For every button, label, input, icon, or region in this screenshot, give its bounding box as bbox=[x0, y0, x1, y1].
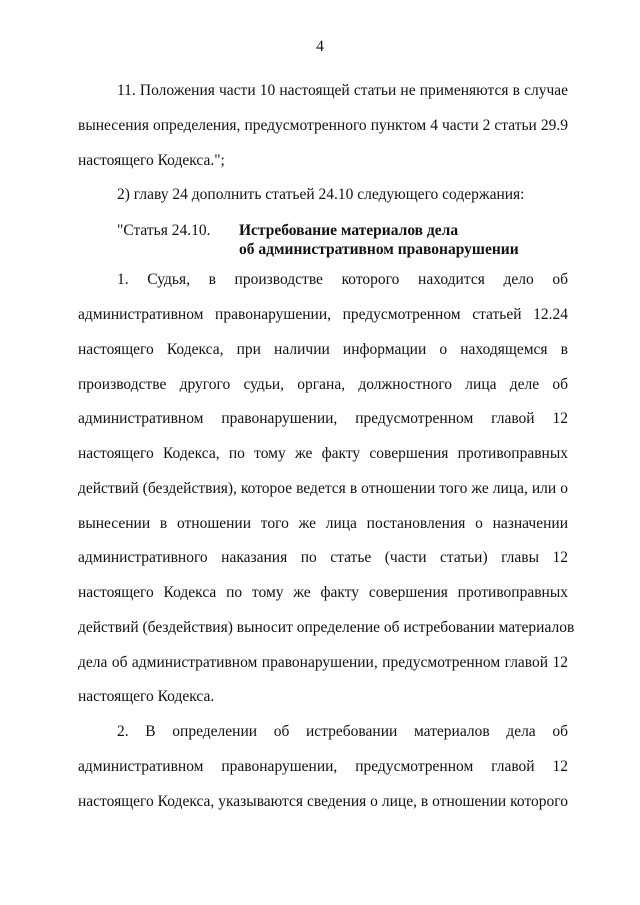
article-title-line-1: Истребование материалов дела bbox=[239, 222, 459, 239]
amendment-item-2: 2) главу 24 дополнить статьей 24.10 следующего содержания: bbox=[117, 186, 525, 203]
part1-line-2: административном правонарушении, предусмотренном статьей 12.24 bbox=[78, 306, 568, 323]
part1-line-3: настоящего Кодекса, при наличии информации о находящемся в bbox=[78, 341, 568, 358]
part1-line-12: дела об административном правонарушении, предусмотренном главой 12 bbox=[78, 654, 568, 671]
para11-line-2: вынесения определения, предусмотренного пунктом 4 части 2 статьи 29.9 bbox=[78, 117, 568, 134]
article-label: "Статья 24.10. bbox=[117, 222, 211, 239]
article-title-line-2: об административном правонарушении bbox=[239, 241, 519, 258]
part1-line-5: административном правонарушении, предусмотренном главой 12 bbox=[78, 410, 568, 427]
page-number: 4 bbox=[316, 38, 324, 55]
part1-line-10: настоящего Кодекса по тому же факту совершения противоправных bbox=[78, 584, 568, 601]
part2-line-1: 2. В определении об истребовании материалов дела об bbox=[117, 723, 568, 740]
part2-line-3: настоящего Кодекса, указываются сведения о лице, в отношении которого bbox=[78, 793, 568, 810]
article-title bbox=[239, 222, 519, 260]
para11-line-1: 11. Положения части 10 настоящей статьи не применяются в случае bbox=[117, 82, 568, 99]
part1-line-13: настоящего Кодекса. bbox=[78, 688, 215, 705]
part1-line-4: производстве другого судьи, органа, должностного лица деле об bbox=[78, 376, 568, 393]
part1-line-11: действий (бездействия) выносит определение об истребовании материалов bbox=[78, 619, 575, 636]
para11-line-3: настоящего Кодекса."; bbox=[78, 152, 225, 169]
part1-line-8: вынесении в отношении того же лица постановления о назначении bbox=[78, 515, 568, 532]
part1-line-6: настоящего Кодекса, по тому же факту совершения противоправных bbox=[78, 445, 568, 462]
part2-line-2: административном правонарушении, предусмотренном главой 12 bbox=[78, 758, 568, 775]
part1-line-7: действий (бездействия), которое ведется в отношении того же лица, или о bbox=[78, 480, 568, 497]
part1-line-1: 1. Судья, в производстве которого находится дело об bbox=[117, 271, 568, 288]
part1-line-9: административного наказания по статье (части статьи) главы 12 bbox=[78, 549, 568, 566]
